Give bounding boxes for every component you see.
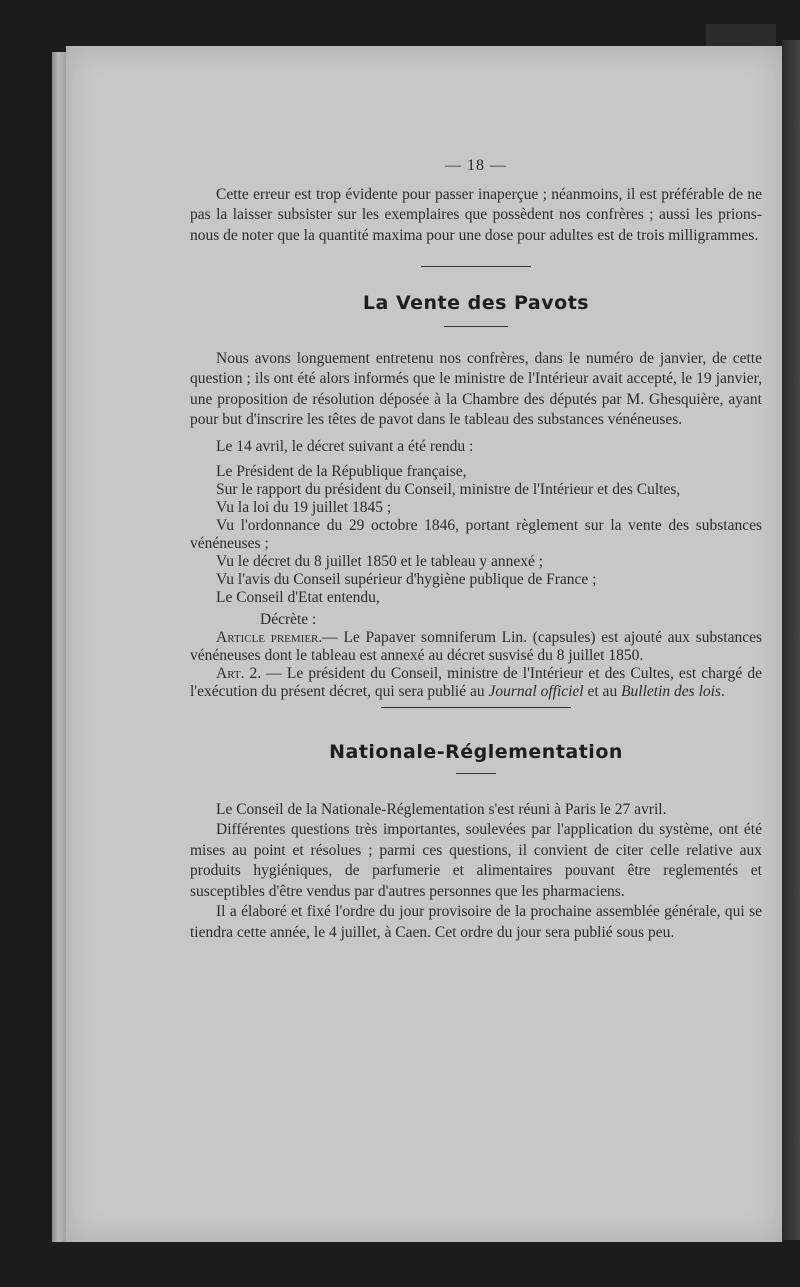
binding-shadow: [782, 40, 800, 1240]
pavots-paragraph-1: Nous avons longuement entretenu nos confrères, dans le numéro de janvier, de cette question ; ils ont été alors informés que le ministre de l'Intérieur avait accepté, le 19 janvier, une proposition de résolution déposée à la Chambre des députés par M. Ghesquière, ayant pour but d'inscrire les têtes de pavot dans le tableau des substances vénéneuses.: [190, 349, 762, 428]
article-2: [190, 665, 762, 701]
journal-officiel: Journal officiel: [488, 683, 584, 700]
section-title-nationale: Nationale-Réglementation: [329, 741, 623, 763]
article-2-end: .: [720, 683, 725, 700]
article-2-and: et au: [583, 683, 622, 700]
decree-line: Vu l'avis du Conseil supérieur d'hygiène publique de France ;: [216, 571, 597, 588]
bulletin-des-lois: Bulletin des lois: [621, 683, 721, 700]
article-2-label: Art. 2.: [216, 665, 262, 682]
page-content: [190, 150, 762, 943]
nationale-paragraph-2: Différentes questions très importantes, soulevées par l'application du système, ont été mises au point et résolues ; parmi ces questions, il convient de citer celle relative aux produits hygiéniques, de parfumerie et alimentaires pouvant être reglementés et susceptibles d'être vendus par d'autres personnes que les pharmaciens.: [190, 821, 762, 900]
decrete-line: Décrète :: [260, 611, 317, 628]
section-title-pavots: La Vente des Pavots: [362, 292, 590, 314]
decree-line: Le Président de la République française,: [216, 463, 467, 480]
decree-line: Vu le décret du 8 juillet 1850 et le tableau y annexé ;: [216, 553, 544, 570]
article-2-text: — Le président du Conseil, ministre de l'Intérieur et des Cultes, est chargé de l'exécution du présent décret, qui sera publié au: [190, 665, 762, 700]
decree-line: Vu la loi du 19 juillet 1845 ;: [216, 499, 392, 516]
article-1-label: Article premier.: [216, 629, 323, 646]
decree-line: Vu l'ordonnance du 29 octobre 1846, portant règlement sur la vente des substances vénéneuses ;: [190, 517, 762, 552]
pavots-paragraph-2: Le 14 avril, le décret suivant a été rendu :: [216, 437, 474, 455]
decree-block: [190, 463, 762, 701]
article-1: [190, 629, 762, 665]
nationale-paragraph-3: Il a élaboré et fixé l'ordre du jour provisoire de la prochaine assemblée générale, qui se tiendra cette année, le 4 juillet, à Caen. Cet ordre du jour sera publié sous peu.: [190, 903, 762, 941]
decree-line: Le Conseil d'Etat entendu,: [216, 589, 380, 606]
scanner-edge: [706, 24, 776, 48]
article-1-text: — Le Papaver somniferum Lin. (capsules) est ajouté aux substances vénéneuses dont le tableau est annexé au décret susvisé du 8 juillet 1850.: [190, 629, 763, 664]
nationale-paragraph-1: Le Conseil de la Nationale-Réglementation s'est réuni à Paris le 27 avril.: [216, 800, 667, 818]
decree-line: Sur le rapport du président du Conseil, ministre de l'Intérieur et des Cultes,: [216, 481, 681, 498]
intro-paragraph: Cette erreur est trop évidente pour passer inaperçue ; néanmoins, il est préférable de ne pas la laisser subsister sur les exemplaires que possèdent nos confrères ; aussi les prions-nous de noter que la quantité maxima pour une dose pour adultes est de trois milligrammes.: [190, 185, 762, 244]
page-number: — 18 —: [445, 157, 507, 174]
